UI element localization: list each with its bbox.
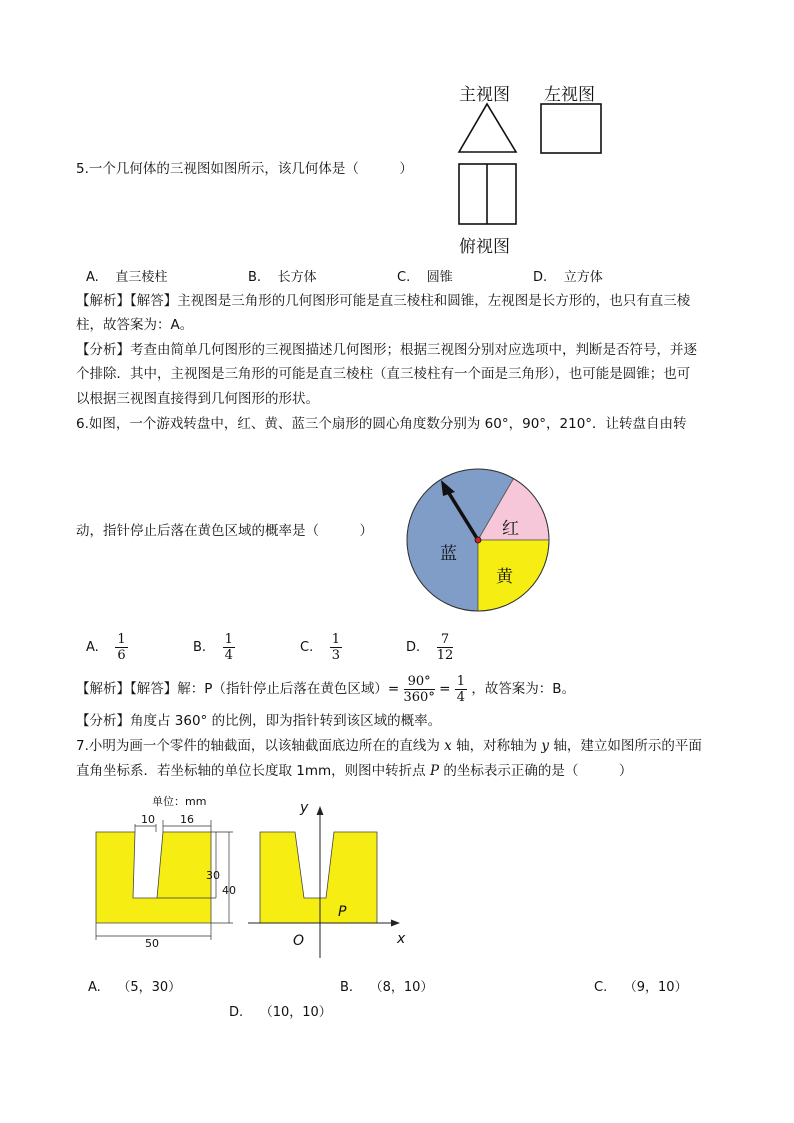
q6-analysis-fraction-1: $\frac{90^\circ}{360^\circ}$ <box>403 673 435 705</box>
left-view-label: 左视图 <box>544 85 595 105</box>
q7-stem-text: 轴，建立如图所示的平面 <box>549 738 702 754</box>
left-view-rectangle <box>541 104 601 153</box>
option-fraction: $\frac{1}{4}$ <box>224 632 233 663</box>
red-sector-label: 红 <box>502 519 519 539</box>
option-text: （10，10） <box>259 1005 332 1020</box>
q6-option-c <box>300 632 342 663</box>
q6-analysis-suffix: ，故答案为：B。 <box>471 681 576 697</box>
q5-option-b <box>248 266 317 285</box>
q6-analysis-equals: = <box>439 681 451 697</box>
option-letter: C. <box>594 980 608 995</box>
part-right-shape <box>260 832 377 923</box>
q7-stem-text: 直角坐标系．若坐标轴的单位长度取 1mm，则图中转折点 <box>76 763 430 779</box>
option-letter: A. <box>86 640 99 655</box>
part-left-shape <box>96 832 211 923</box>
q7-option-b <box>340 976 433 995</box>
yellow-sector <box>478 540 549 611</box>
q5-stem: 5.一个几何体的三视图如图所示，该几何体是（ ） <box>76 161 413 177</box>
q7-part-figure <box>88 790 418 970</box>
q7-stem-line-2 <box>76 761 632 781</box>
option-fraction: $\frac{1}{6}$ <box>117 632 126 663</box>
q6-option-d <box>406 632 453 663</box>
q7-stem-text: 的坐标表示正确的是（ ） <box>439 763 633 779</box>
q6-stem-line-1: 6.如图，一个游戏转盘中，红、黄、蓝三个扇形的圆心角度数分别为 60°，90°，210°．让转盘自由转 <box>76 416 687 432</box>
q5-analysis-line-1: 【解析】【解答】主视图是三角形的几何图形可能是直三棱柱和圆锥，左视图是长方形的，也只有直三棱 <box>76 293 691 309</box>
option-fraction: $\frac{1}{3}$ <box>331 632 341 663</box>
q7-stem-var-p: P <box>429 763 440 779</box>
q7-stem-text: 轴，对称轴为 <box>451 738 542 754</box>
option-text: 长方体 <box>277 270 317 285</box>
q7-stem-var-y: y <box>541 738 550 754</box>
q5-fenxi-line-1: 【分析】考查由简单几何图形的三视图描述几何图形；根据三视图分别对应选项中，判断是否符号，并逐 <box>76 342 697 358</box>
wheel-center-dot <box>475 537 481 543</box>
option-text: 立方体 <box>563 270 603 285</box>
front-view-label: 主视图 <box>459 85 510 105</box>
option-letter: B. <box>340 980 354 995</box>
q6-analysis <box>76 672 575 706</box>
q5-three-view-figure <box>440 78 620 258</box>
y-axis-arrow <box>317 806 324 815</box>
point-p-label: P <box>338 904 347 920</box>
q6-fenxi: 【分析】角度占 360° 的比例，即为指针转到该区域的概率。 <box>76 713 442 729</box>
dim-outer-height: 40 <box>222 884 236 897</box>
option-text: （9，10） <box>623 980 688 995</box>
q5-analysis-line-2: 柱，故答案为：A。 <box>76 317 194 333</box>
q6-analysis-fraction-2: $\frac{1}{4}$ <box>456 673 466 705</box>
q7-stem-var-x: x <box>444 738 452 754</box>
option-letter: D. <box>229 1005 244 1020</box>
option-text: （8，10） <box>369 980 434 995</box>
option-letter: C. <box>397 270 411 285</box>
q6-option-a <box>86 632 128 663</box>
top-view-label: 俯视图 <box>459 237 510 257</box>
q7-stem-text: 7.小明为画一个零件的轴截面，以该轴截面底边所在的直线为 <box>76 738 445 754</box>
q5-option-a <box>86 266 167 285</box>
option-letter: B. <box>248 270 262 285</box>
dim-width: 50 <box>145 937 159 950</box>
option-text: 直三棱柱 <box>115 270 168 285</box>
q6-spinner-wheel <box>403 468 553 613</box>
dim-top-right: 16 <box>180 813 194 826</box>
dim-inner-height: 30 <box>206 869 220 882</box>
q6-stem-line-2: 动，指针停止后落在黄色区域的概率是（ ） <box>76 523 373 539</box>
option-letter: B. <box>193 640 207 655</box>
option-letter: A. <box>88 980 101 995</box>
option-letter: A. <box>86 270 99 285</box>
x-axis-arrow <box>391 920 400 927</box>
q6-option-b <box>193 632 235 663</box>
q7-option-c <box>594 976 688 995</box>
yellow-sector-label: 黄 <box>496 567 513 587</box>
option-text: （5，30） <box>117 980 182 995</box>
q5-option-d <box>533 266 603 285</box>
x-axis-label: x <box>397 931 406 947</box>
q7-stem-line-1 <box>76 736 702 756</box>
dim-top-gap: 10 <box>141 813 155 826</box>
q7-option-a <box>88 976 181 995</box>
front-view-triangle <box>459 104 516 152</box>
q6-analysis-prefix: 【解析】【解答】解：P（指针停止后落在黄色区域）= <box>76 681 400 697</box>
y-axis-label: y <box>300 800 309 816</box>
option-text: 圆锥 <box>426 270 453 285</box>
option-fraction: $\frac{7}{12}$ <box>436 632 454 663</box>
option-letter: D. <box>533 270 548 285</box>
unit-label: 单位：mm <box>152 795 207 808</box>
q5-option-c <box>397 266 453 285</box>
q5-fenxi-line-3: 以根据三视图直接得到几何图形的形状。 <box>76 391 319 407</box>
option-letter: D. <box>406 640 421 655</box>
q7-option-d <box>229 1001 332 1020</box>
origin-label: O <box>293 933 305 949</box>
q5-fenxi-line-2: 个排除．其中，主视图是三角形的可能是直三棱柱（直三棱柱有一个面是三角形），也可能是圆锥；也可 <box>76 366 691 382</box>
blue-sector-label: 蓝 <box>440 544 457 564</box>
option-letter: C. <box>300 640 314 655</box>
